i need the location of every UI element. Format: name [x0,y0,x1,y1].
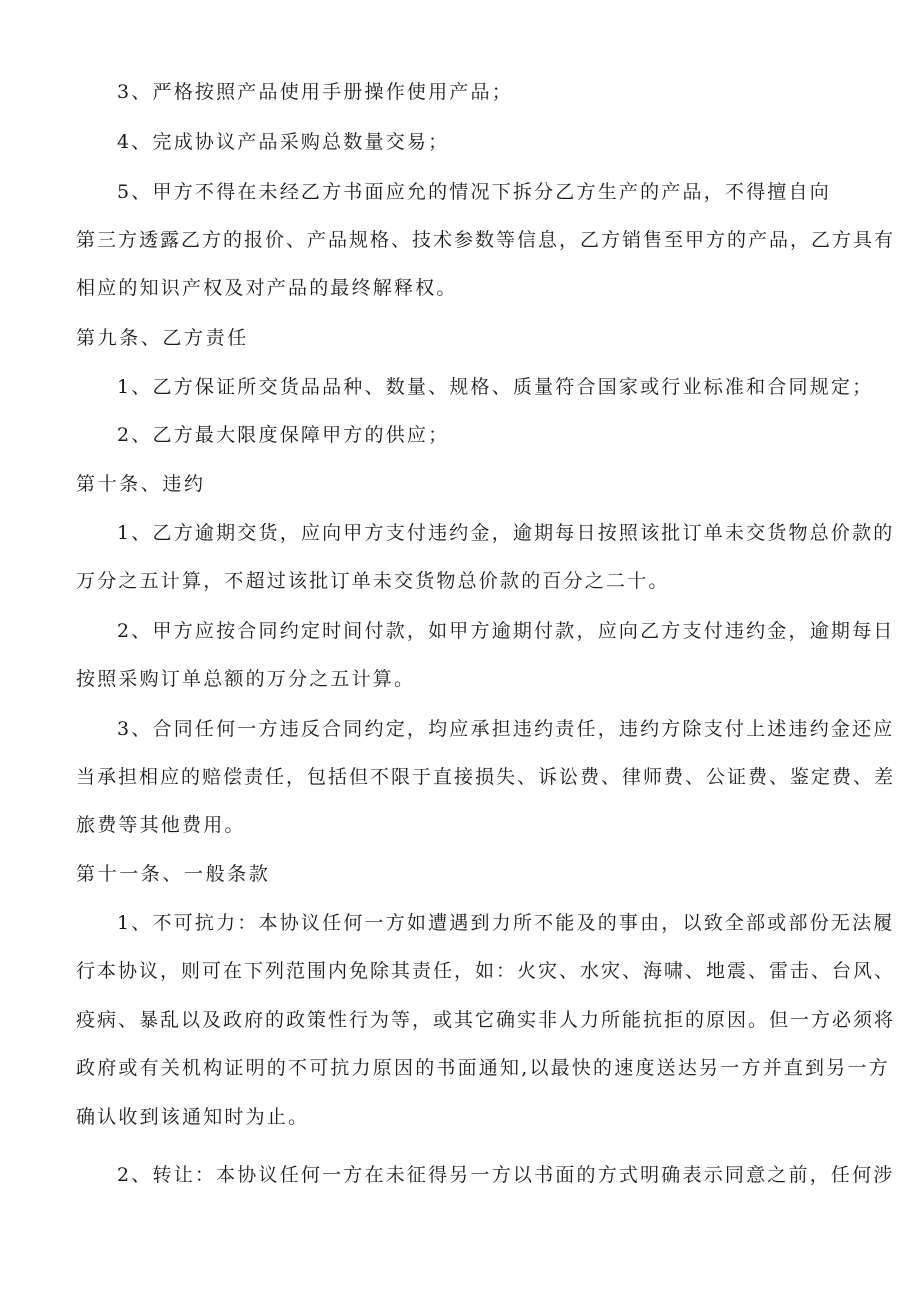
heading-article-11: 第十一条、一般条款 [76,863,271,885]
clause-9-item-2: 2、乙方最大限度保障甲方的供应； [117,424,450,446]
clause-8-item-3: 3、严格按照产品使用手册操作使用产品； [117,81,513,103]
heading-article-9: 第九条、乙方责任 [76,327,249,349]
clause-11-item-1-line-4: 政府或有关机构证明的不可抗力原因的书面通知,以最快的速度送达另一方并直到另一方 [76,1057,890,1079]
clause-10-item-3-line-2: 当承担相应的赔偿责任，包括但不限于直接损失、诉讼费、律师费、公证费、鉴定费、差 [76,766,896,788]
clause-11-item-2-line-1: 2、转让：本协议任何一方在未征得另一方以书面的方式明确表示同意之前，任何涉 [117,1164,895,1186]
clause-10-item-3-line-1: 3、合同任何一方违反合同约定，均应承担违约责任，违约方除支付上述违约金还应 [117,718,895,740]
clause-8-item-4: 4、完成协议产品采购总数量交易； [117,131,450,153]
clause-11-item-1-line-3: 疫病、暴乱以及政府的政策性行为等，或其它确实非人力所能抗拒的原因。但一方必须将 [76,1009,896,1031]
clause-11-item-1-line-2: 行本协议，则可在下列范围内免除其责任，如：火灾、水灾、海啸、地震、雷击、台风、 [76,960,896,982]
clause-11-item-1-line-1: 1、不可抗力：本协议任何一方如遭遇到力所不能及的事由，以致全部或部份无法履 [117,912,895,934]
clause-9-item-1: 1、乙方保证所交货品品种、数量、规格、质量符合国家或行业标准和合同规定； [117,376,874,398]
clause-8-item-5-line-3: 相应的知识产权及对产品的最终解释权。 [76,277,458,299]
clause-10-item-2-line-2: 按照采购订单总额的万分之五计算。 [76,668,416,690]
heading-article-10: 第十条、违约 [76,473,206,495]
clause-11-item-1-line-5: 确认收到该通知时为止。 [76,1106,310,1128]
clause-10-item-2-line-1: 2、甲方应按合同约定时间付款，如甲方逾期付款，应向乙方支付违约金，逾期每日 [117,620,895,642]
clause-8-item-5-line-1: 5、甲方不得在未经乙方书面应允的情况下拆分乙方生产的产品，不得擅自向 [117,181,831,203]
clause-8-item-5-line-2: 第三方透露乙方的报价、产品规格、技术参数等信息，乙方销售至甲方的产品，乙方具有 [76,229,896,251]
clause-10-item-1-line-1: 1、乙方逾期交货，应向甲方支付违约金，逾期每日按照该批订单未交货物总价款的 [117,522,895,544]
clause-10-item-3-line-3: 旅费等其他费用。 [76,814,246,836]
clause-10-item-1-line-2: 万分之五计算，不超过该批订单未交货物总价款的百分之二十。 [76,570,670,592]
